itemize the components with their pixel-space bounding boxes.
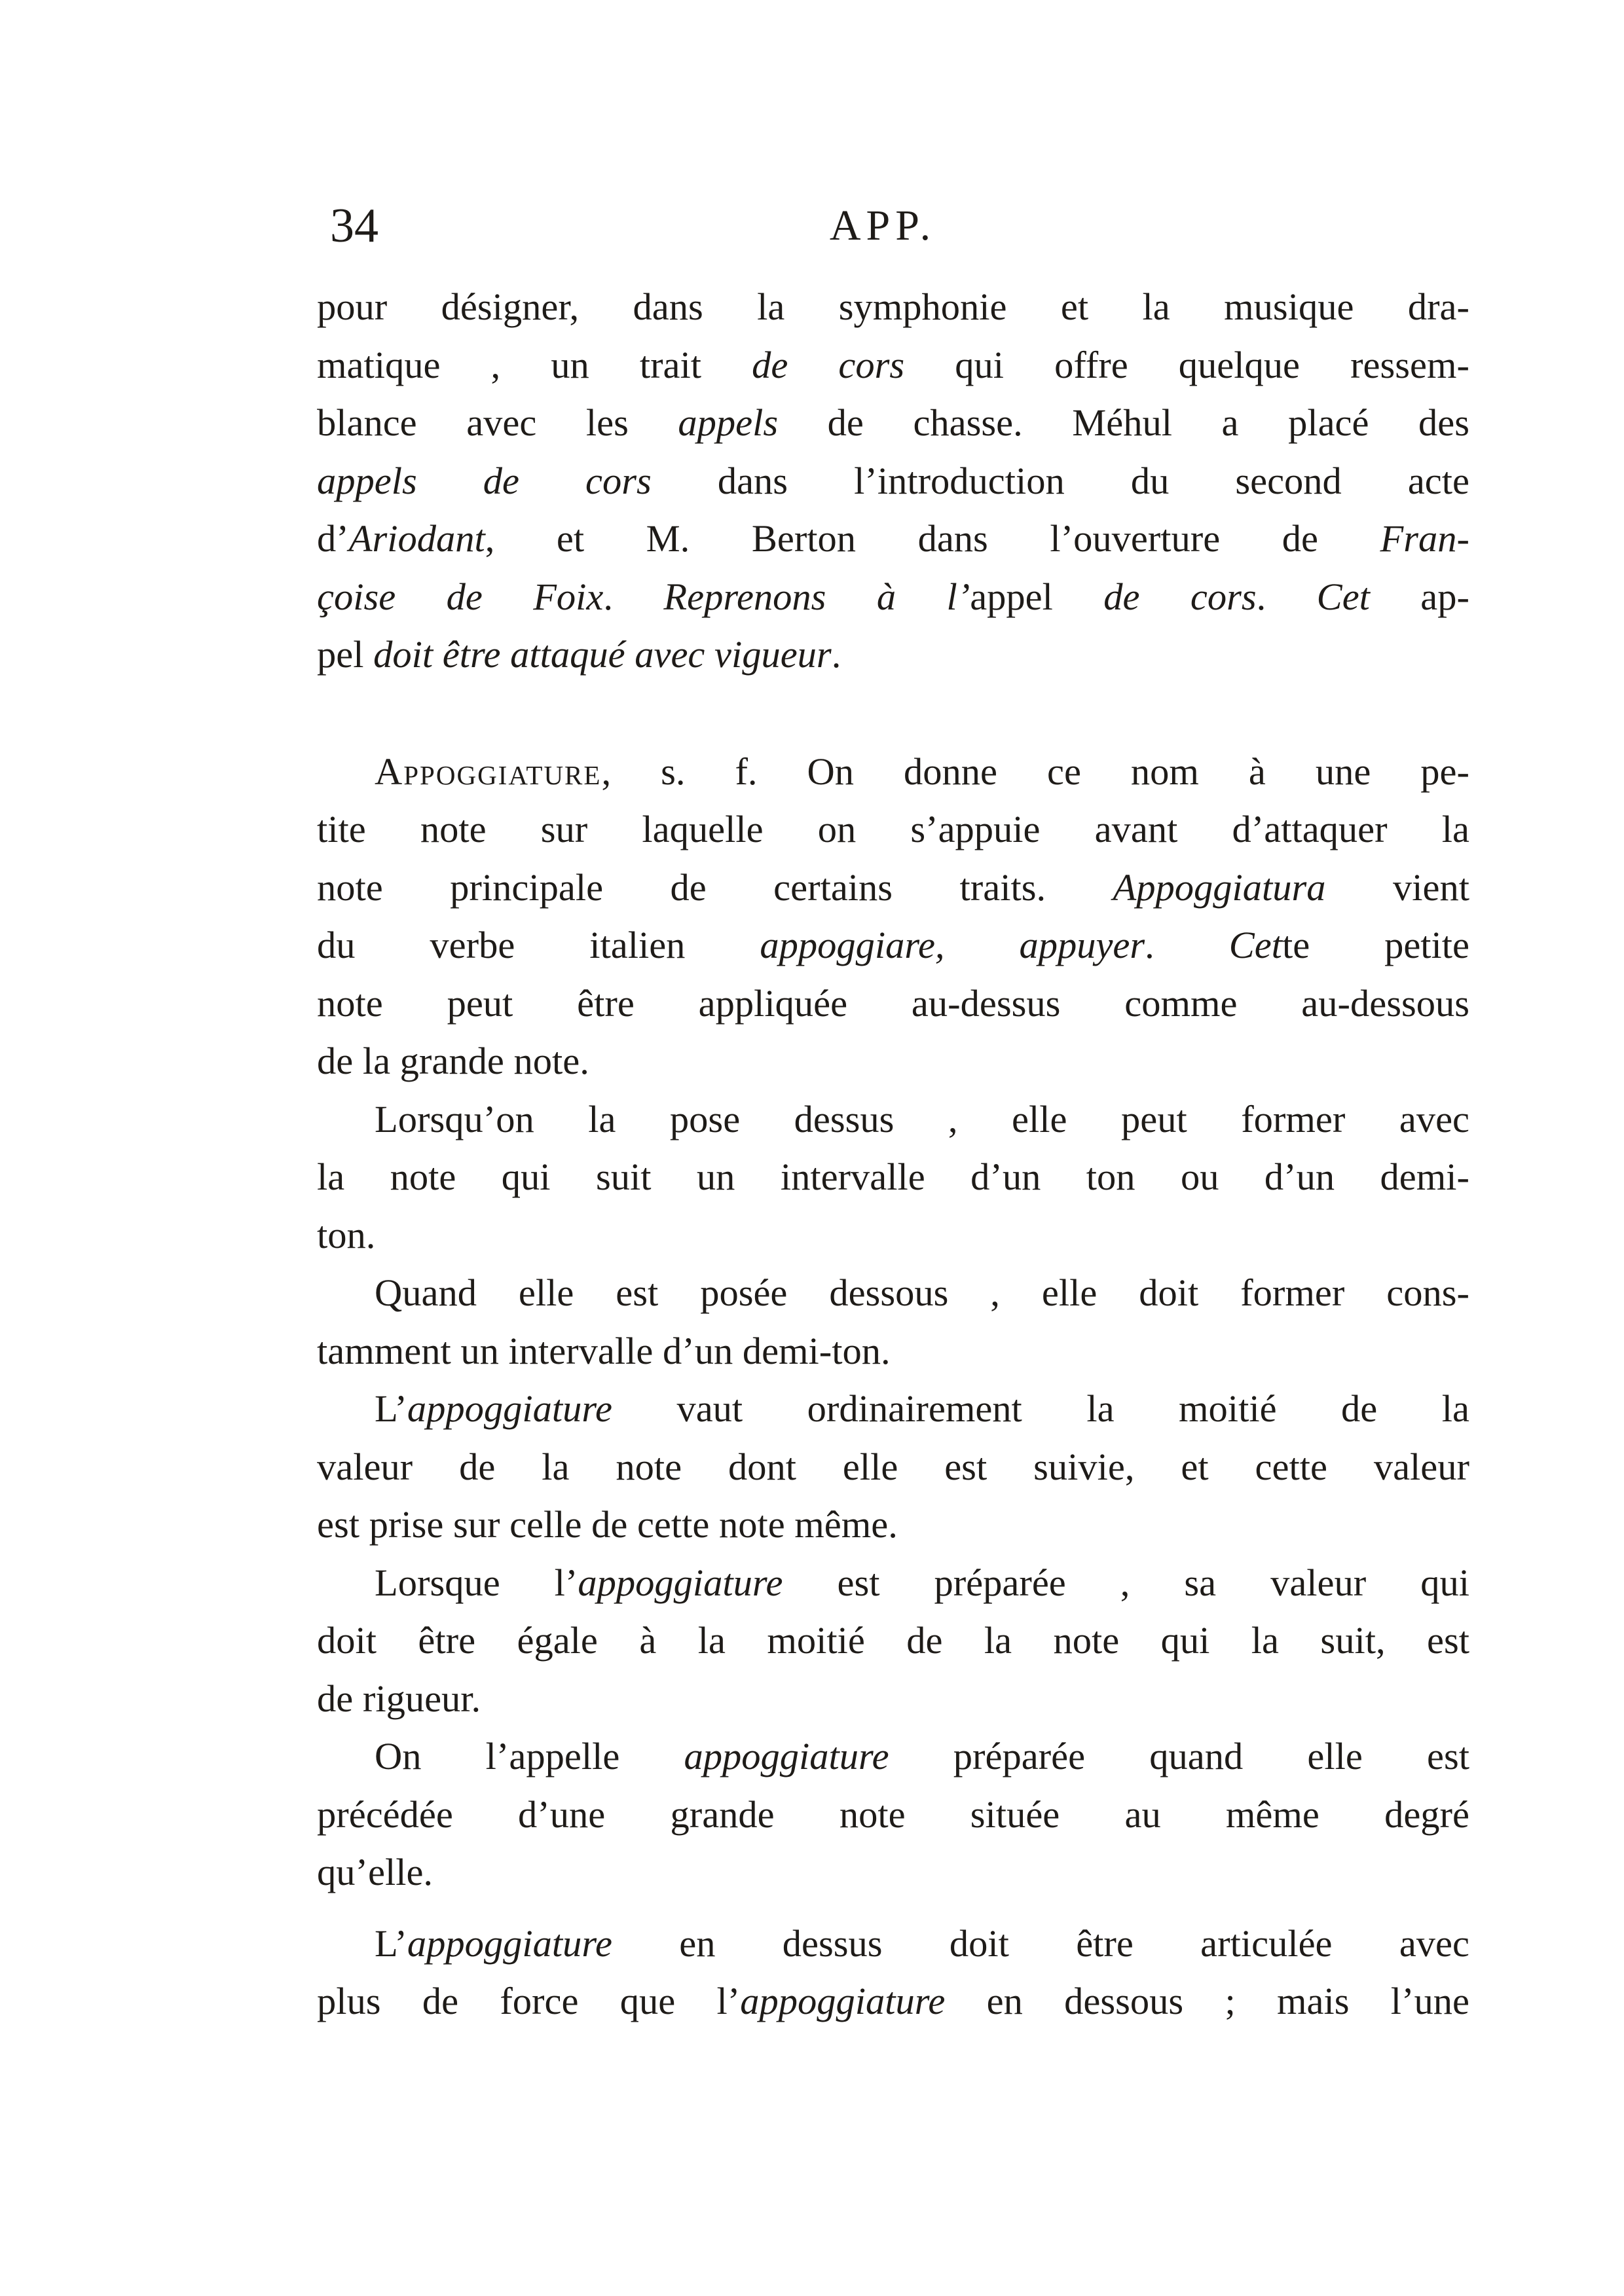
text-line: la note qui suit un intervalle d’un ton ou d’un demi- [317, 1156, 1469, 1198]
text-line: note principale de certains traits. Appoggiatura vient [317, 866, 1469, 909]
entry-spacer [317, 684, 1469, 743]
text-line: du verbe italien appoggiare, appuyer. Cette petite [317, 924, 1470, 966]
body-text [317, 278, 1469, 2031]
text-line: On l’appelle appoggiature préparée quand elle est [375, 1735, 1469, 1777]
text-line: qu’elle. [317, 1851, 434, 1893]
entry-appoggiature [317, 743, 1469, 2031]
text-line: pour désigner, dans la symphonie et la musique dra- [317, 285, 1469, 328]
definition-start: , s. f. On donne ce nom à une pe- [601, 750, 1469, 793]
entry-first-line [317, 743, 1469, 801]
text-line: Quand elle est posée dessous , elle doit former cons- [375, 1271, 1469, 1314]
entry-appel-continued [317, 278, 1469, 684]
page-number: 34 [330, 199, 378, 253]
text-line: L’appoggiature en dessus doit être articulée avec [375, 1922, 1469, 1965]
text-line: de la grande note. [317, 1040, 589, 1082]
text-line: valeur de la note dont elle est suivie, et cette valeur [317, 1445, 1469, 1488]
text-line: est prise sur celle de cette note même. [317, 1503, 898, 1546]
running-head-title: APP. [829, 202, 936, 249]
text-line: L’appoggiature vaut ordinairement la moitié de la [375, 1387, 1469, 1430]
text-line: matique , un trait de cors qui offre quelque ressem- [317, 343, 1469, 386]
paragraph-spacer [317, 1902, 1469, 1915]
running-head [320, 190, 1485, 262]
text-line: doit être égale à la moitié de la note qui la suit, est [317, 1619, 1469, 1662]
entry-headword: Appoggiature [375, 750, 602, 793]
text-line: ton. [317, 1213, 376, 1256]
text-line: tamment un intervalle d’un demi-ton. [317, 1329, 891, 1372]
text-line: Lorsqu’on la pose dessus , elle peut former avec [375, 1097, 1469, 1140]
text-line: tite note sur laquelle on s’appuie avant d’attaquer la [317, 808, 1469, 850]
text-line: plus de force que l’appoggiature en dessous ; mais l’une [317, 1980, 1469, 2022]
text-line: çoise de Foix. Reprenons à l’appel de cors. Cet ap- [317, 575, 1470, 618]
text-line: blance avec les appels de chasse. Méhul a placé des [317, 401, 1469, 444]
text-line: Lorsque l’appoggiature est préparée , sa valeur qui [375, 1561, 1469, 1604]
text-line: de rigueur. [317, 1677, 481, 1720]
text-line: d’Ariodant, et M. Berton dans l’ouverture de Fran- [317, 517, 1469, 560]
text-line: appels de cors dans l’introduction du second acte [317, 459, 1469, 502]
text-line: note peut être appliquée au-dessus comme au-dessous [317, 981, 1469, 1025]
text-line: précédée d’une grande note située au même degré [317, 1793, 1469, 1836]
text-line: pel doit être attaqué avec vigueur. [317, 633, 841, 676]
